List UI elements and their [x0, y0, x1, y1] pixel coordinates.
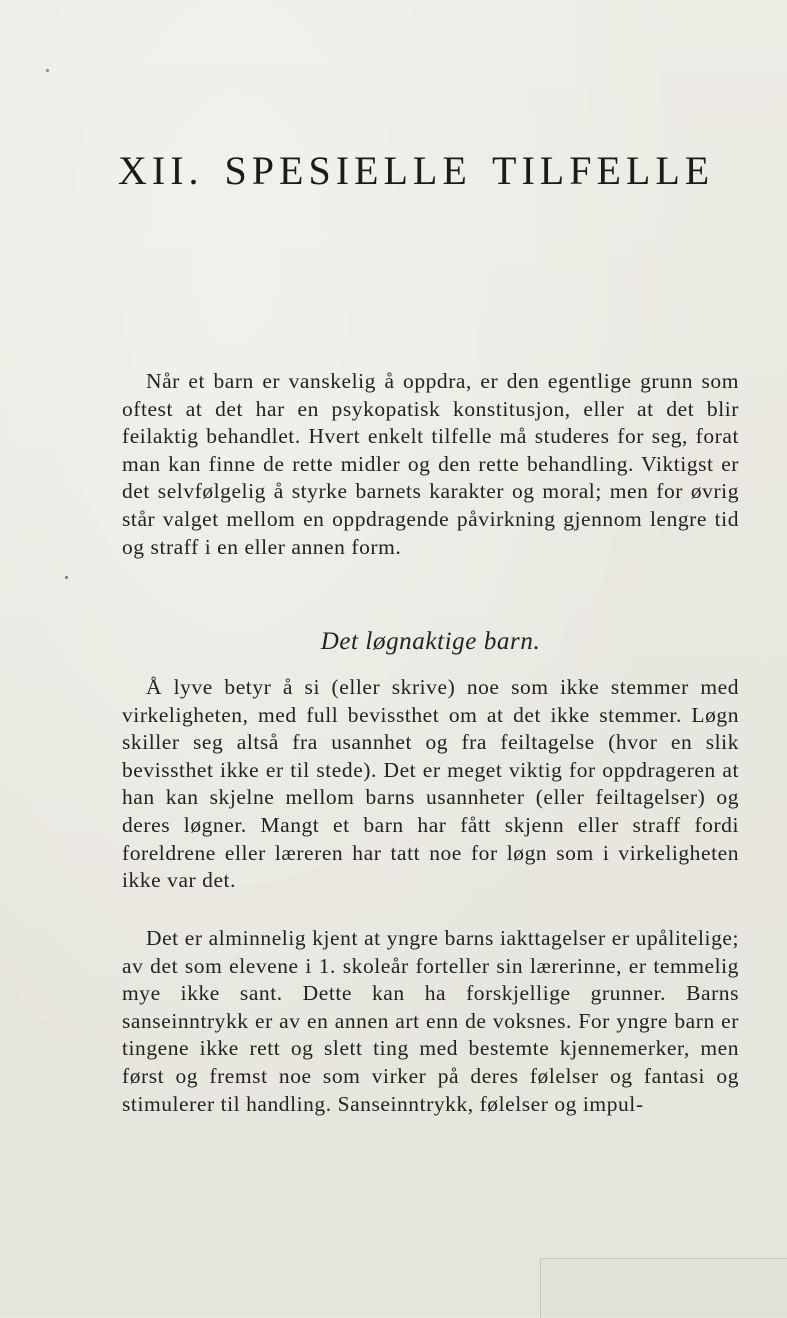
- page-edge-shadow: [540, 1258, 787, 1318]
- paper-speck: [46, 69, 49, 72]
- section-paragraph-1: Å lyve betyr å si (eller skrive) noe som ikke stemmer med virkeligheten, med full bevissthet om at det ikke stemmer. Løgn skiller seg altså fra usannhet og fra feiltagelse (hvor en slik bevissthet ikke er til stede). Det er meget viktig for oppdrageren at han kan skjelne mellom barns usannheter (eller feiltagelser) og deres løgner. Mangt et barn har fått skjenn eller straff fordi foreldrene eller læreren har tatt noe for løgn som i virkeligheten ikke var det.: [122, 675, 739, 893]
- chapter-title: XII. SPESIELLE TILFELLE: [118, 148, 715, 193]
- section-heading: Det løgnaktige barn.: [320, 628, 541, 655]
- margin-mark: [65, 576, 68, 579]
- section-paragraph-2: Det er alminnelig kjent at yngre barns iakttagelser er upålitelige; av det som elevene i 1. skoleår forteller sin lærerinne, er temmelig mye ikke sant. Dette kan ha forskjellige grunner. Barns sanseinntrykk er av en annen art enn de voksnes. For yngre barn er tingene ikke rett og slett ting med bestemte kjennemerker, men først og fremst noe som virker på deres følelser og fantasi og stimulerer til handling. Sanseinntrykk, følelser og impul-: [122, 926, 739, 1116]
- intro-paragraph: Når et barn er vanskelig å oppdra, er den egentlige grunn som oftest at det har en psykopatisk konstitusjon, eller at det blir feilaktig behandlet. Hvert enkelt tilfelle må studeres for seg, forat man kan finne de rette midler og den rette behandling. Viktigst er det selvfølgelig å styrke barnets karakter og moral; men for øvrig står valget mellom en oppdragende påvirkning gjennom lengre tid og straff i en eller annen form.: [122, 369, 739, 559]
